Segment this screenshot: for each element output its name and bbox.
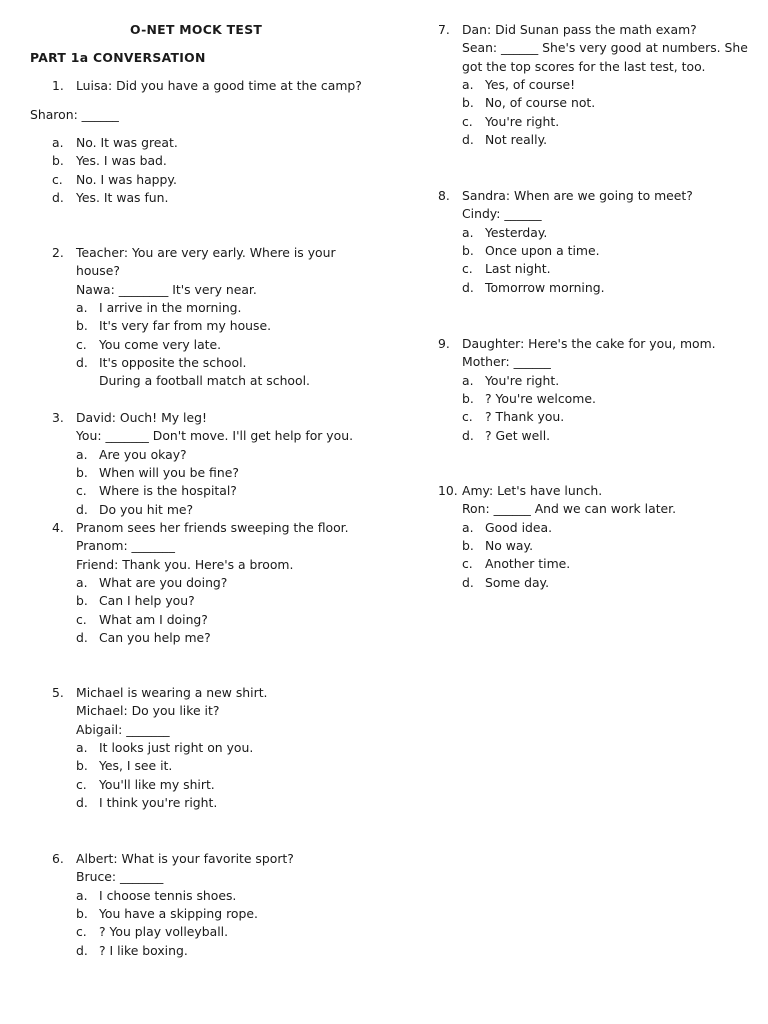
- option-letter: c.: [462, 113, 473, 129]
- question-prompt: Bruce: _______: [76, 869, 164, 885]
- option-letter: c.: [76, 336, 87, 352]
- option-text: Some day.: [485, 574, 550, 590]
- option-text: I arrive in the morning.: [99, 299, 242, 315]
- option-letter: c.: [76, 483, 87, 499]
- option-text: It's very far from my house.: [99, 318, 272, 334]
- option-letter: c.: [462, 261, 473, 277]
- option-text: I think you're right.: [99, 794, 218, 810]
- option-letter: c.: [76, 611, 87, 627]
- option-text: It's opposite the school.: [99, 354, 247, 370]
- option-text: You'll like my shirt.: [99, 776, 215, 792]
- option-text: Can I help you?: [99, 593, 195, 609]
- question-prompt: You: _______ Don't move. I'll get help for you.: [76, 428, 354, 444]
- question-prompt: house?: [76, 263, 120, 279]
- option-letter: a.: [462, 372, 474, 388]
- question-prompt: Michael: Do you like it?: [76, 703, 220, 719]
- question-prompt: Nawa: ________ It's very near.: [76, 281, 257, 297]
- option-text: What are you doing?: [99, 574, 228, 590]
- option-text: Once upon a time.: [485, 242, 600, 258]
- question-number: 5.: [52, 685, 64, 700]
- option-text: ? Get well.: [485, 427, 551, 443]
- question-prompt: Sean: ______ She's very good at numbers. She: [462, 40, 748, 56]
- option-text: You have a skipping rope.: [99, 905, 258, 921]
- option-text: ? You're welcome.: [485, 390, 596, 406]
- question-prompt: Amy: Let's have lunch.: [462, 483, 603, 498]
- option-letter: d.: [76, 501, 88, 517]
- question-prompt: Mother: ______: [462, 354, 551, 370]
- option-letter: a.: [462, 224, 474, 240]
- question-prompt: Luisa: Did you have a good time at the camp?: [76, 78, 362, 93]
- option-text: What am I doing?: [99, 611, 208, 627]
- option-text: Last night.: [485, 261, 551, 277]
- option-letter: a.: [76, 446, 88, 462]
- option-text: Tomorrow morning.: [485, 279, 605, 295]
- option-text: Are you okay?: [99, 446, 187, 462]
- option-letter: d.: [462, 427, 474, 443]
- question-prompt: Cindy: ______: [462, 206, 542, 222]
- option-text: No. I was happy.: [76, 171, 177, 187]
- option-text: Another time.: [485, 556, 571, 572]
- option-letter: b.: [462, 390, 474, 406]
- question-prompt: got the top scores for the last test, too.: [462, 58, 706, 74]
- option-text: You're right.: [485, 372, 560, 388]
- question-prompt: Friend: Thank you. Here's a broom.: [76, 556, 294, 572]
- question-prompt: Ron: ______ And we can work later.: [462, 501, 677, 517]
- question-prompt: Dan: Did Sunan pass the math exam?: [462, 22, 697, 37]
- option-letter: a.: [76, 739, 88, 755]
- question-number: 9.: [438, 336, 450, 351]
- option-letter: d.: [76, 942, 88, 958]
- option-text: When will you be fine?: [99, 464, 239, 480]
- question-number: 8.: [438, 188, 450, 203]
- question-prompt: Teacher: You are very early. Where is your: [76, 245, 336, 260]
- option-text: No, of course not.: [485, 95, 596, 111]
- question-prompt: Pranom: _______: [76, 538, 175, 554]
- option-letter: b.: [76, 593, 88, 609]
- option-text: ? You play volleyball.: [99, 924, 229, 940]
- option-letter: c.: [462, 409, 473, 425]
- option-letter: d.: [76, 354, 88, 370]
- option-letter: a.: [462, 519, 474, 535]
- option-text: Do you hit me?: [99, 501, 194, 517]
- option-letter: a.: [76, 574, 88, 590]
- question-number: 6.: [52, 851, 64, 866]
- option-text: You're right.: [485, 113, 560, 129]
- option-letter: c.: [462, 556, 473, 572]
- option-text: I choose tennis shoes.: [99, 887, 237, 903]
- question-prompt: Sandra: When are we going to meet?: [462, 188, 693, 203]
- option-text: Where is the hospital?: [99, 483, 237, 499]
- option-letter: c.: [76, 776, 87, 792]
- option-letter: d.: [76, 629, 88, 645]
- question-number: 2.: [52, 245, 64, 260]
- option-text: Yesterday.: [485, 224, 548, 240]
- option-letter: b.: [462, 537, 474, 553]
- option-text: Good idea.: [485, 519, 553, 535]
- question-number: 7.: [438, 22, 450, 37]
- option-text: Yes, of course!: [485, 76, 576, 92]
- option-letter: b.: [76, 758, 88, 774]
- option-letter: d.: [462, 574, 474, 590]
- question-number: 4.: [52, 520, 64, 535]
- option-letter: b.: [462, 242, 474, 258]
- question-prompt: Daughter: Here's the cake for you, mom.: [462, 336, 716, 351]
- question-prompt: Abigail: _______: [76, 721, 170, 737]
- option-letter: a.: [76, 887, 88, 903]
- question-prompt: Sharon: ______: [30, 107, 119, 122]
- option-letter: b.: [52, 153, 64, 169]
- option-letter: b.: [76, 905, 88, 921]
- option-text: It looks just right on you.: [99, 739, 254, 755]
- option-text: Yes. It was fun.: [76, 189, 169, 205]
- option-letter: a.: [76, 299, 88, 315]
- question-number: 3.: [52, 410, 64, 425]
- option-text: ? Thank you.: [485, 409, 565, 425]
- option-letter: d.: [52, 189, 64, 205]
- question-prompt: Pranom sees her friends sweeping the floor.: [76, 520, 349, 535]
- option-letter: c.: [76, 924, 87, 940]
- option-text: No way.: [485, 537, 534, 553]
- option-letter: d.: [462, 131, 474, 147]
- page-title: O-NET MOCK TEST: [130, 22, 263, 37]
- option-text: No. It was great.: [76, 135, 178, 150]
- option-text: ? I like boxing.: [99, 942, 188, 958]
- option-letter: b.: [76, 464, 88, 480]
- section-heading: PART 1a CONVERSATION: [30, 50, 206, 65]
- option-text: You come very late.: [99, 336, 222, 352]
- option-letter: d.: [76, 794, 88, 810]
- option-letter: a.: [462, 76, 474, 92]
- option-letter: c.: [52, 171, 63, 187]
- option-text: During a football match at school.: [99, 373, 310, 389]
- question-number: 10.: [438, 483, 458, 498]
- option-text: Can you help me?: [99, 629, 211, 645]
- option-letter: b.: [76, 318, 88, 334]
- question-number: 1.: [52, 78, 64, 93]
- option-text: Yes, I see it.: [99, 758, 173, 774]
- question-prompt: Michael is wearing a new shirt.: [76, 685, 268, 700]
- question-prompt: David: Ouch! My leg!: [76, 410, 207, 425]
- option-text: Yes. I was bad.: [76, 153, 167, 169]
- option-text: Not really.: [485, 131, 548, 147]
- option-letter: b.: [462, 95, 474, 111]
- option-letter: a.: [52, 135, 64, 150]
- question-prompt: Albert: What is your favorite sport?: [76, 851, 294, 866]
- option-letter: d.: [462, 279, 474, 295]
